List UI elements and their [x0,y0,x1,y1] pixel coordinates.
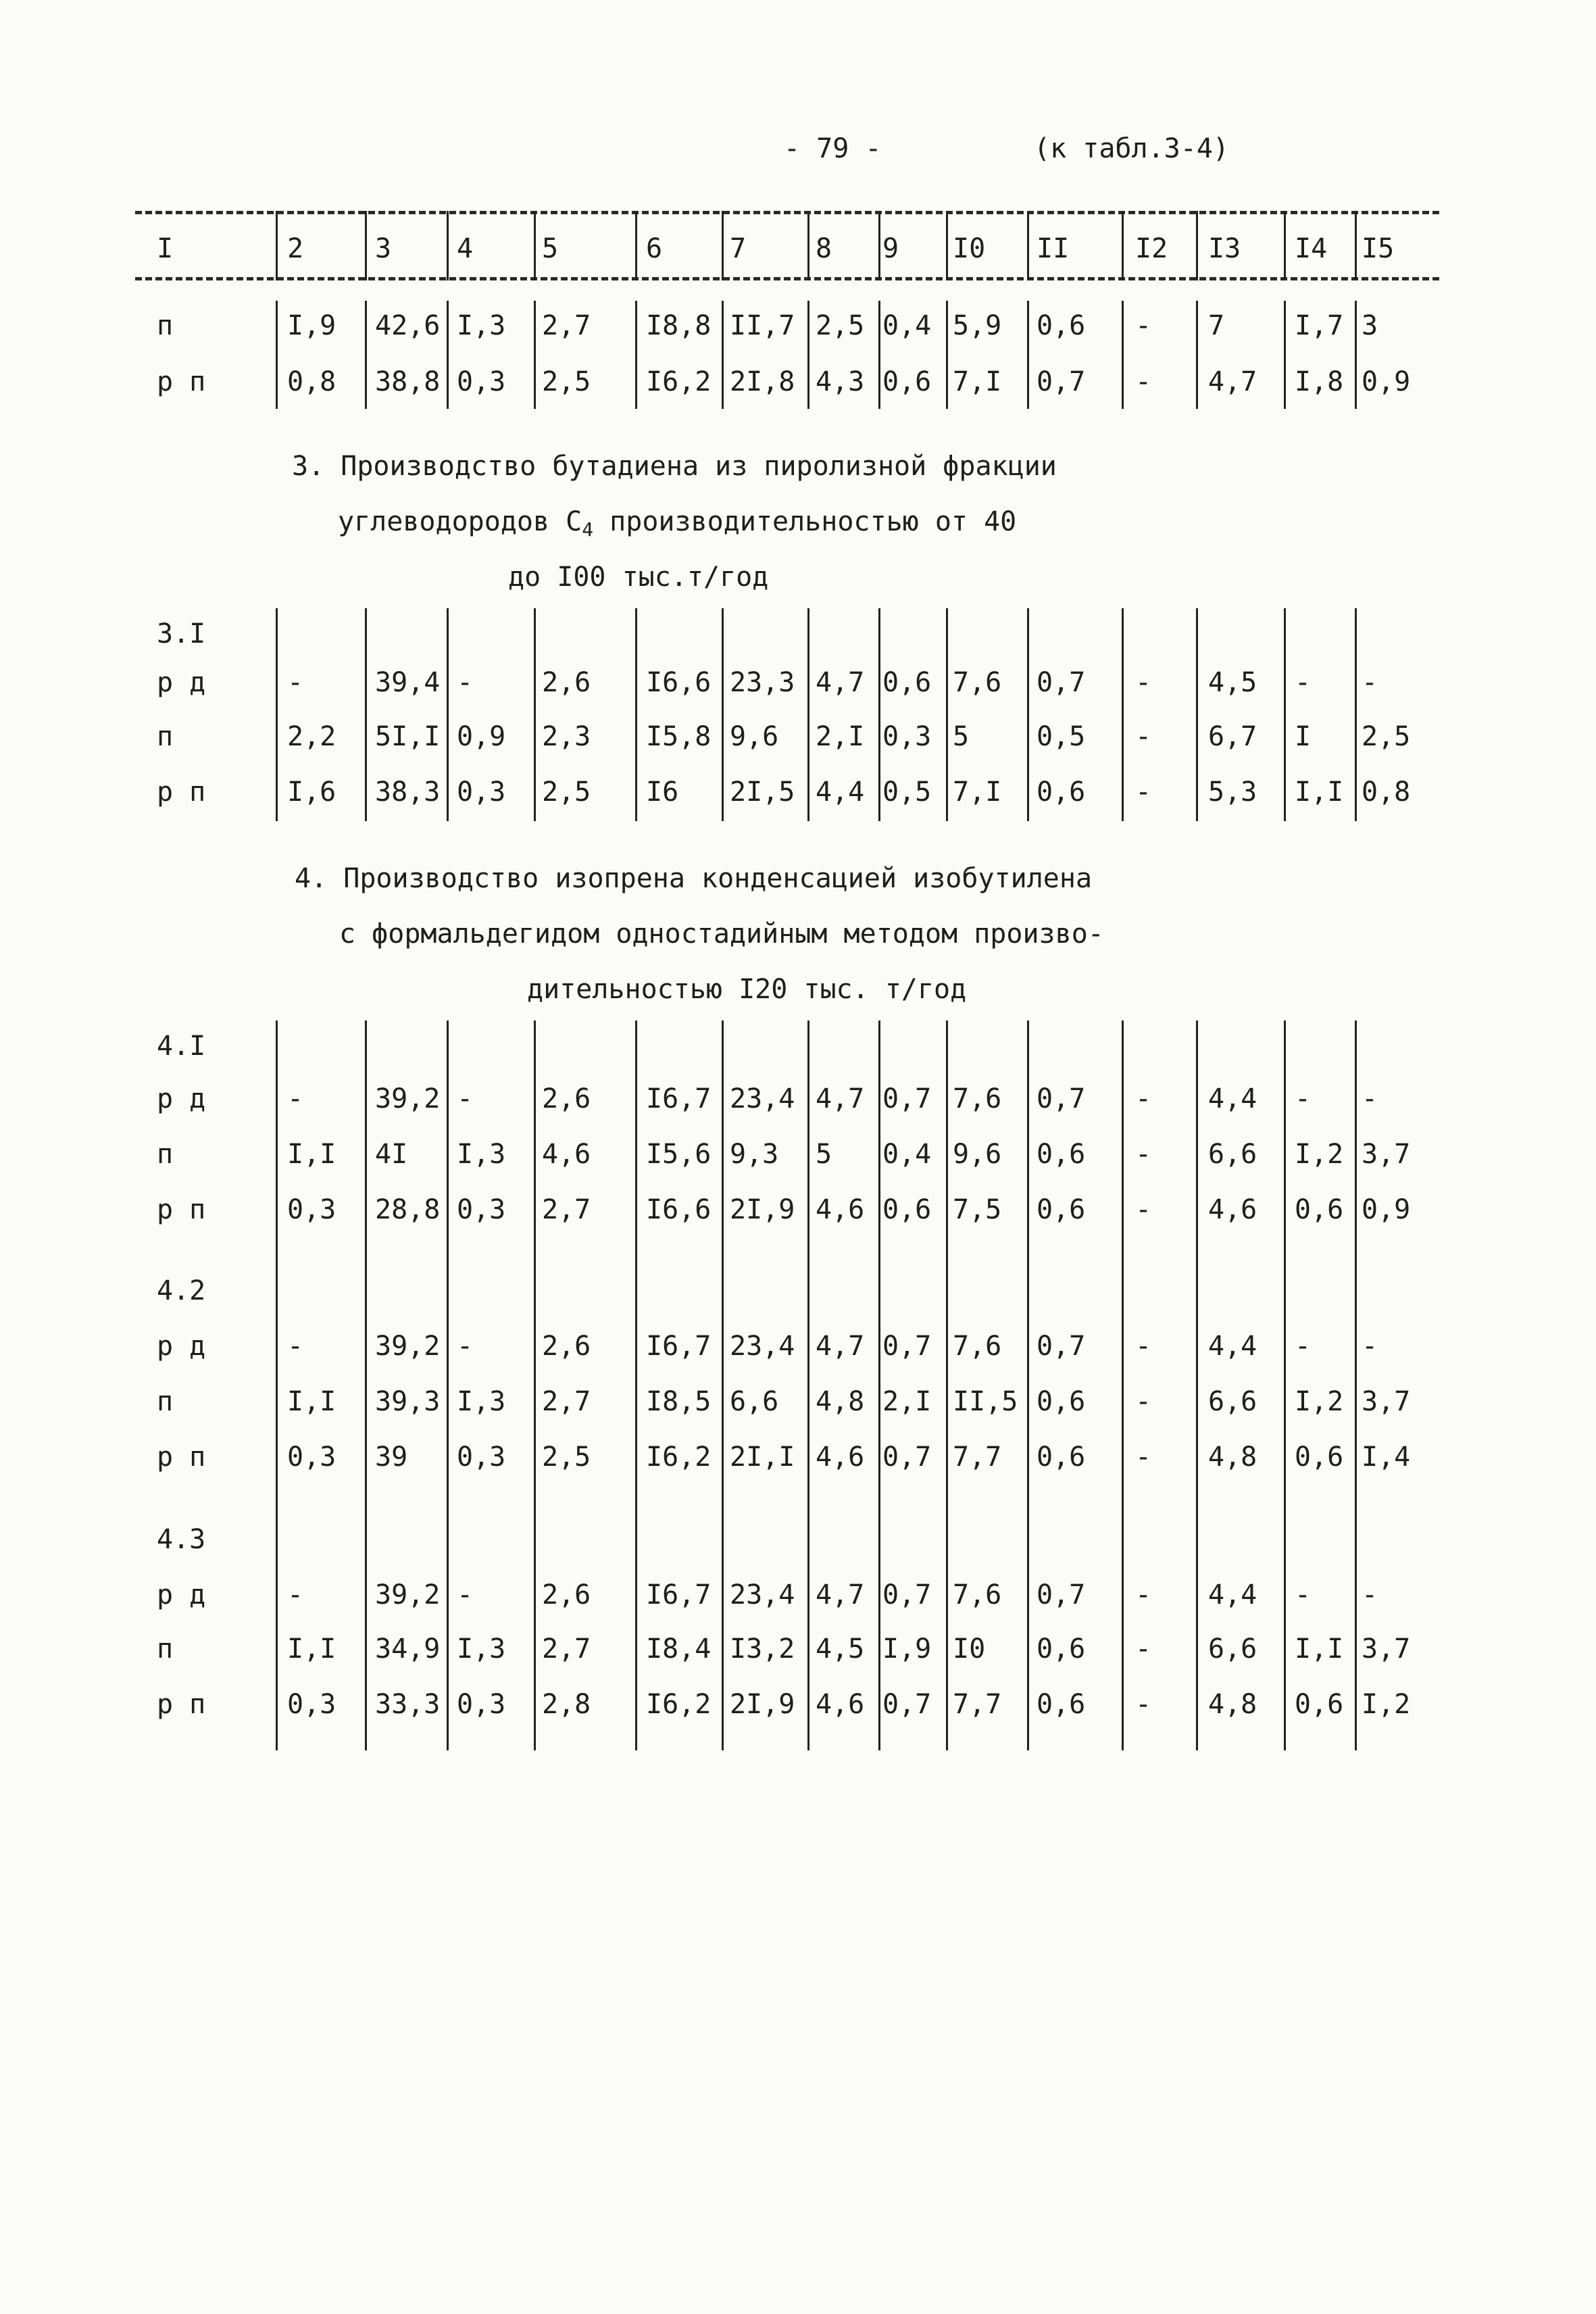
column-rule [276,211,278,280]
table-reference: (к табл.3-4) [1034,133,1229,164]
column-rule [635,301,637,409]
column-rule [635,1020,637,1750]
table-cell: 0,7 [1037,1331,1086,1362]
table-cell: 2I,5 [730,777,795,808]
table-cell: 7,6 [953,667,1002,698]
table-cell: 0,6 [1295,1689,1344,1720]
table-cell: - [287,1331,304,1362]
table-cell: - [287,1083,304,1114]
table-cell: 4,8 [816,1386,865,1417]
table-cell: 4,8 [1208,1689,1257,1720]
row-label: р д [157,1331,206,1362]
table-cell: I6,6 [646,667,712,698]
table-cell: 28,8 [375,1194,441,1225]
column-rule [1196,211,1198,280]
column-rule [534,608,536,821]
column-rule [365,211,367,280]
table-cell: 34,9 [375,1633,441,1665]
table-cell: - [287,1579,304,1610]
table-cell: - [287,667,304,698]
column-rule [1284,1020,1286,1750]
row-label: п [157,1139,174,1170]
column-rule [447,608,449,821]
column-rule [1027,1020,1029,1750]
table-cell: 9,6 [730,721,779,752]
table-cell: 42,6 [375,310,441,341]
table-cell: 0,3 [457,1689,506,1720]
column-rule [946,608,948,821]
column-rule [878,211,880,280]
table-cell: 6,6 [1208,1139,1257,1170]
table-cell: 0,7 [1037,366,1086,397]
table-cell: I6,2 [646,366,712,397]
column-rule [1355,1020,1357,1750]
section-4-line-2: с формальдегидом одностадийным методом произво- [339,918,1104,950]
section-3-line-2a: углеводородов С [338,506,582,537]
table-cell: 2,6 [542,1083,591,1114]
table-cell: - [1362,1331,1378,1362]
row-label: р п [157,366,206,397]
column-rule [878,608,880,821]
row-label: 4.3 [157,1524,206,1555]
column-rule [276,1020,278,1750]
column-rule [635,211,637,280]
table-cell: 0,6 [1295,1442,1344,1473]
row-label: р д [157,1083,206,1114]
column-rule [807,211,809,280]
table-cell: - [1295,667,1312,698]
table-cell: 4,7 [816,667,865,698]
table-cell: 3,7 [1362,1139,1411,1170]
table-cell: 7,7 [953,1442,1002,1473]
table-cell: 23,3 [730,667,795,698]
table-cell: 0,7 [1037,667,1086,698]
table-cell: 0,6 [882,667,932,698]
table-cell: - [1135,1633,1152,1665]
table-cell: 39,2 [375,1579,441,1610]
table-cell: 2,6 [542,667,591,698]
column-rule [365,301,367,409]
table-cell: 7,6 [953,1331,1002,1362]
column-header: 9 [882,233,899,264]
column-rule [365,1020,367,1750]
table-cell: 9,6 [953,1139,1002,1170]
table-cell: 5,3 [1208,777,1257,808]
column-header: 7 [730,233,747,264]
column-rule [534,211,536,280]
table-cell: 7,5 [953,1194,1002,1225]
table-cell: 4,4 [1208,1579,1257,1610]
column-rule [807,1020,809,1750]
table-cell: 7 [1208,310,1225,341]
table-cell: I6,2 [646,1689,712,1720]
table-cell: I6,7 [646,1331,712,1362]
table-cell: 0,6 [1037,310,1086,341]
table-cell: 2,6 [542,1331,591,1362]
table-cell: 3,7 [1362,1633,1411,1665]
table-cell: 0,9 [1362,366,1411,397]
column-rule [1027,211,1029,280]
table-cell: - [1295,1083,1312,1114]
table-cell: 23,4 [730,1579,795,1610]
table-cell: 39,2 [375,1331,441,1362]
table-cell: 2,8 [542,1689,591,1720]
table-cell: 4,5 [1208,667,1257,698]
table-cell: 6,6 [730,1386,779,1417]
table-cell: 7,I [953,777,1002,808]
column-header: 8 [816,233,832,264]
table-cell: I6 [646,777,679,808]
section-3-subscript: 4 [582,518,594,541]
table-cell: 2,7 [542,310,591,341]
column-rule [447,301,449,409]
table-cell: I,I [287,1139,336,1170]
table-cell: 0,8 [1362,777,1411,808]
column-rule [1284,211,1286,280]
table-cell: 0,6 [1037,1386,1086,1417]
table-cell: 33,3 [375,1689,441,1720]
table-cell: 6,6 [1208,1633,1257,1665]
table-cell: - [1135,1194,1152,1225]
table-cell: 3 [1362,310,1378,341]
table-cell: I,4 [1362,1442,1411,1473]
table-cell: I,3 [457,1386,506,1417]
row-label: п [157,721,174,752]
table-cell: 2,6 [542,1579,591,1610]
table-cell: - [1135,1083,1152,1114]
row-label: п [157,1633,174,1665]
table-cell: 0,6 [1037,1442,1086,1473]
table-cell: - [1135,366,1152,397]
column-rule [1355,608,1357,821]
table-cell: - [1135,777,1152,808]
column-rule [276,301,278,409]
table-cell: - [1135,721,1152,752]
table-cell: 7,6 [953,1083,1002,1114]
header-bottom-rule [135,277,1439,280]
column-rule [1122,608,1124,821]
table-cell: - [1135,1579,1152,1610]
column-header: I5 [1362,233,1395,264]
table-cell: 39,2 [375,1083,441,1114]
table-cell: 2,3 [542,721,591,752]
table-cell: 0,6 [1037,777,1086,808]
table-cell: 5I,I [375,721,441,752]
table-cell: 4,6 [1208,1194,1257,1225]
column-rule [635,608,637,821]
table-cell: 0,3 [287,1194,336,1225]
section-3-line-2 [338,508,1016,539]
table-cell: I,8 [1295,366,1344,397]
table-cell: II,5 [953,1386,1018,1417]
table-cell: 4,7 [816,1083,865,1114]
table-cell: I,I [1295,777,1344,808]
table-cell: 4,6 [816,1194,865,1225]
table-cell: 4,7 [816,1579,865,1610]
table-cell: I,9 [287,310,336,341]
table-cell: 5 [816,1139,832,1170]
column-rule [878,1020,880,1750]
table-cell: 2I,I [730,1442,795,1473]
table-cell: 6,6 [1208,1386,1257,1417]
table-cell: 7,I [953,366,1002,397]
column-rule [878,301,880,409]
table-cell: - [457,1579,474,1610]
table-cell: - [1135,1689,1152,1720]
table-cell: 9,3 [730,1139,779,1170]
table-cell: 2,I [882,1386,932,1417]
header-top-rule [135,211,1439,214]
table-cell: 38,8 [375,366,441,397]
table-cell: I,6 [287,777,336,808]
table-cell: I6,6 [646,1194,712,1225]
column-rule [534,1020,536,1750]
table-cell: 4,8 [1208,1442,1257,1473]
column-rule [1196,301,1198,409]
table-cell: 7,6 [953,1579,1002,1610]
table-cell: 38,3 [375,777,441,808]
table-cell: 0,7 [882,1689,932,1720]
table-cell: 0,6 [1037,1689,1086,1720]
table-cell: 4,7 [816,1331,865,1362]
column-rule [1122,211,1124,280]
column-rule [1027,608,1029,821]
table-cell: - [457,667,474,698]
row-label: р п [157,777,206,808]
table-cell: 0,7 [882,1083,932,1114]
table-cell: - [1135,667,1152,698]
column-header: II [1037,233,1070,264]
column-rule [722,1020,724,1750]
row-label: п [157,310,174,341]
table-cell: 4,3 [816,366,865,397]
table-cell: - [1135,1139,1152,1170]
table-cell: 0,6 [1037,1139,1086,1170]
row-label: 4.2 [157,1275,206,1306]
column-rule [1284,301,1286,409]
row-label: 3.I [157,618,206,649]
column-header: 2 [287,233,304,264]
column-rule [1196,1020,1198,1750]
table-cell: 2,7 [542,1386,591,1417]
table-cell: 0,5 [1037,721,1086,752]
table-cell: 2,I [816,721,865,752]
table-cell: I,2 [1362,1689,1411,1720]
table-cell: 0,6 [882,366,932,397]
table-cell: 0,3 [287,1689,336,1720]
column-header: 4 [457,233,474,264]
table-cell: I,2 [1295,1386,1344,1417]
row-label: р д [157,1579,206,1610]
table-cell: 39,3 [375,1386,441,1417]
table-cell: 0,9 [1362,1194,1411,1225]
column-rule [722,301,724,409]
table-cell: - [1362,667,1378,698]
column-header: I2 [1135,233,1168,264]
table-cell: I,3 [457,1139,506,1170]
column-rule [1196,608,1198,821]
column-header: I0 [953,233,986,264]
table-cell: 4,6 [816,1442,865,1473]
table-cell: 2I,8 [730,366,795,397]
column-rule [447,1020,449,1750]
column-header: 3 [375,233,392,264]
table-cell: II,7 [730,310,795,341]
table-cell: - [1295,1331,1312,1362]
table-cell: I6,7 [646,1083,712,1114]
table-cell: 0,4 [882,1139,932,1170]
column-rule [1122,301,1124,409]
table-cell: 2,5 [1362,721,1411,752]
column-header: 5 [542,233,559,264]
column-rule [1355,301,1357,409]
table-cell: 0,7 [882,1442,932,1473]
table-cell: - [1135,1331,1152,1362]
row-label: р д [157,667,206,698]
column-rule [946,301,948,409]
table-cell: I,9 [882,1633,932,1665]
table-cell: 0,7 [1037,1579,1086,1610]
column-rule [1355,211,1357,280]
table-cell: 7,7 [953,1689,1002,1720]
table-cell: - [1135,1442,1152,1473]
column-rule [722,608,724,821]
table-cell: I5,8 [646,721,712,752]
table-cell: - [1135,310,1152,341]
table-cell: 2,5 [542,1442,591,1473]
table-cell: - [457,1083,474,1114]
table-cell: 2,5 [542,777,591,808]
table-cell: 0,7 [882,1579,932,1610]
section-3-line-3: до I00 тыс.т/год [508,562,769,593]
table-cell: I,I [1295,1633,1344,1665]
row-label: р п [157,1442,206,1473]
table-cell: - [1135,1386,1152,1417]
table-cell: 4,4 [1208,1331,1257,1362]
table-cell: I,I [287,1386,336,1417]
column-rule [946,211,948,280]
table-cell: 4I [375,1139,408,1170]
table-cell: 2,7 [542,1633,591,1665]
table-cell: - [457,1331,474,1362]
section-3-line-1: 3. Производство бутадиена из пиролизной фракции [292,451,1057,482]
table-cell: 0,8 [287,366,336,397]
table-cell: I,2 [1295,1139,1344,1170]
table-cell: 0,6 [1037,1194,1086,1225]
table-cell: 0,7 [1037,1083,1086,1114]
column-header: I4 [1295,233,1328,264]
table-cell: 0,3 [287,1442,336,1473]
section-4-line-3: дительностью I20 тыс. т/год [527,974,967,1005]
table-cell: 2,2 [287,721,336,752]
row-label: п [157,1386,174,1417]
table-cell: 3,7 [1362,1386,1411,1417]
row-label: р п [157,1194,206,1225]
table-cell: I,7 [1295,310,1344,341]
table-cell: I8,5 [646,1386,712,1417]
column-rule [807,608,809,821]
table-cell: I5,6 [646,1139,712,1170]
table-cell: 0,3 [457,777,506,808]
column-rule [1122,1020,1124,1750]
column-header: I3 [1208,233,1241,264]
table-cell: I,3 [457,1633,506,1665]
table-cell: I0 [953,1633,986,1665]
column-rule [1027,301,1029,409]
table-cell: I,I [287,1633,336,1665]
table-cell: 0,7 [882,1331,932,1362]
column-header: I [157,233,174,264]
table-cell: 0,3 [457,1194,506,1225]
table-cell: 0,3 [457,366,506,397]
table-cell: - [1295,1579,1312,1610]
table-cell: 4,4 [816,777,865,808]
table-cell: I6,2 [646,1442,712,1473]
section-4-line-1: 4. Производство изопрена конденсацией изобутилена [295,863,1093,894]
table-cell: 4,7 [1208,366,1257,397]
column-rule [534,301,536,409]
row-label: 4.I [157,1031,206,1062]
table-cell: 39 [375,1442,408,1473]
column-header: 6 [646,233,663,264]
table-cell: I8,4 [646,1633,712,1665]
table-cell: 0,3 [457,1442,506,1473]
table-cell: 2,5 [542,366,591,397]
table-cell: I [1295,721,1312,752]
table-cell: 0,6 [882,1194,932,1225]
table-cell: I3,2 [730,1633,795,1665]
table-cell: - [1362,1579,1378,1610]
table-cell: 23,4 [730,1331,795,1362]
table-cell: 23,4 [730,1083,795,1114]
table-cell: 0,6 [1037,1633,1086,1665]
table-cell: 2,5 [816,310,865,341]
column-rule [807,301,809,409]
table-cell: 2I,9 [730,1689,795,1720]
column-rule [365,608,367,821]
table-cell: - [1362,1083,1378,1114]
column-rule [1284,608,1286,821]
table-cell: 0,4 [882,310,932,341]
table-cell: 6,7 [1208,721,1257,752]
table-cell: 4,5 [816,1633,865,1665]
column-rule [946,1020,948,1750]
table-cell: 5 [953,721,970,752]
table-cell: 0,6 [1295,1194,1344,1225]
column-rule [276,608,278,821]
table-cell: 0,5 [882,777,932,808]
table-cell: 2I,9 [730,1194,795,1225]
page-number: - 79 - [784,133,882,164]
table-cell: I8,8 [646,310,712,341]
table-cell: 2,7 [542,1194,591,1225]
table-cell: 4,4 [1208,1083,1257,1114]
table-cell: I,3 [457,310,506,341]
row-label: р п [157,1689,206,1720]
table-cell: 0,3 [882,721,932,752]
table-cell: 4,6 [542,1139,591,1170]
column-rule [447,211,449,280]
table-cell: 39,4 [375,667,441,698]
table-cell: I6,7 [646,1579,712,1610]
section-3-line-2b: производительностью от 40 [593,506,1017,537]
table-cell: 5,9 [953,310,1002,341]
column-rule [722,211,724,280]
table-cell: 4,6 [816,1689,865,1720]
table-cell: 0,9 [457,721,506,752]
